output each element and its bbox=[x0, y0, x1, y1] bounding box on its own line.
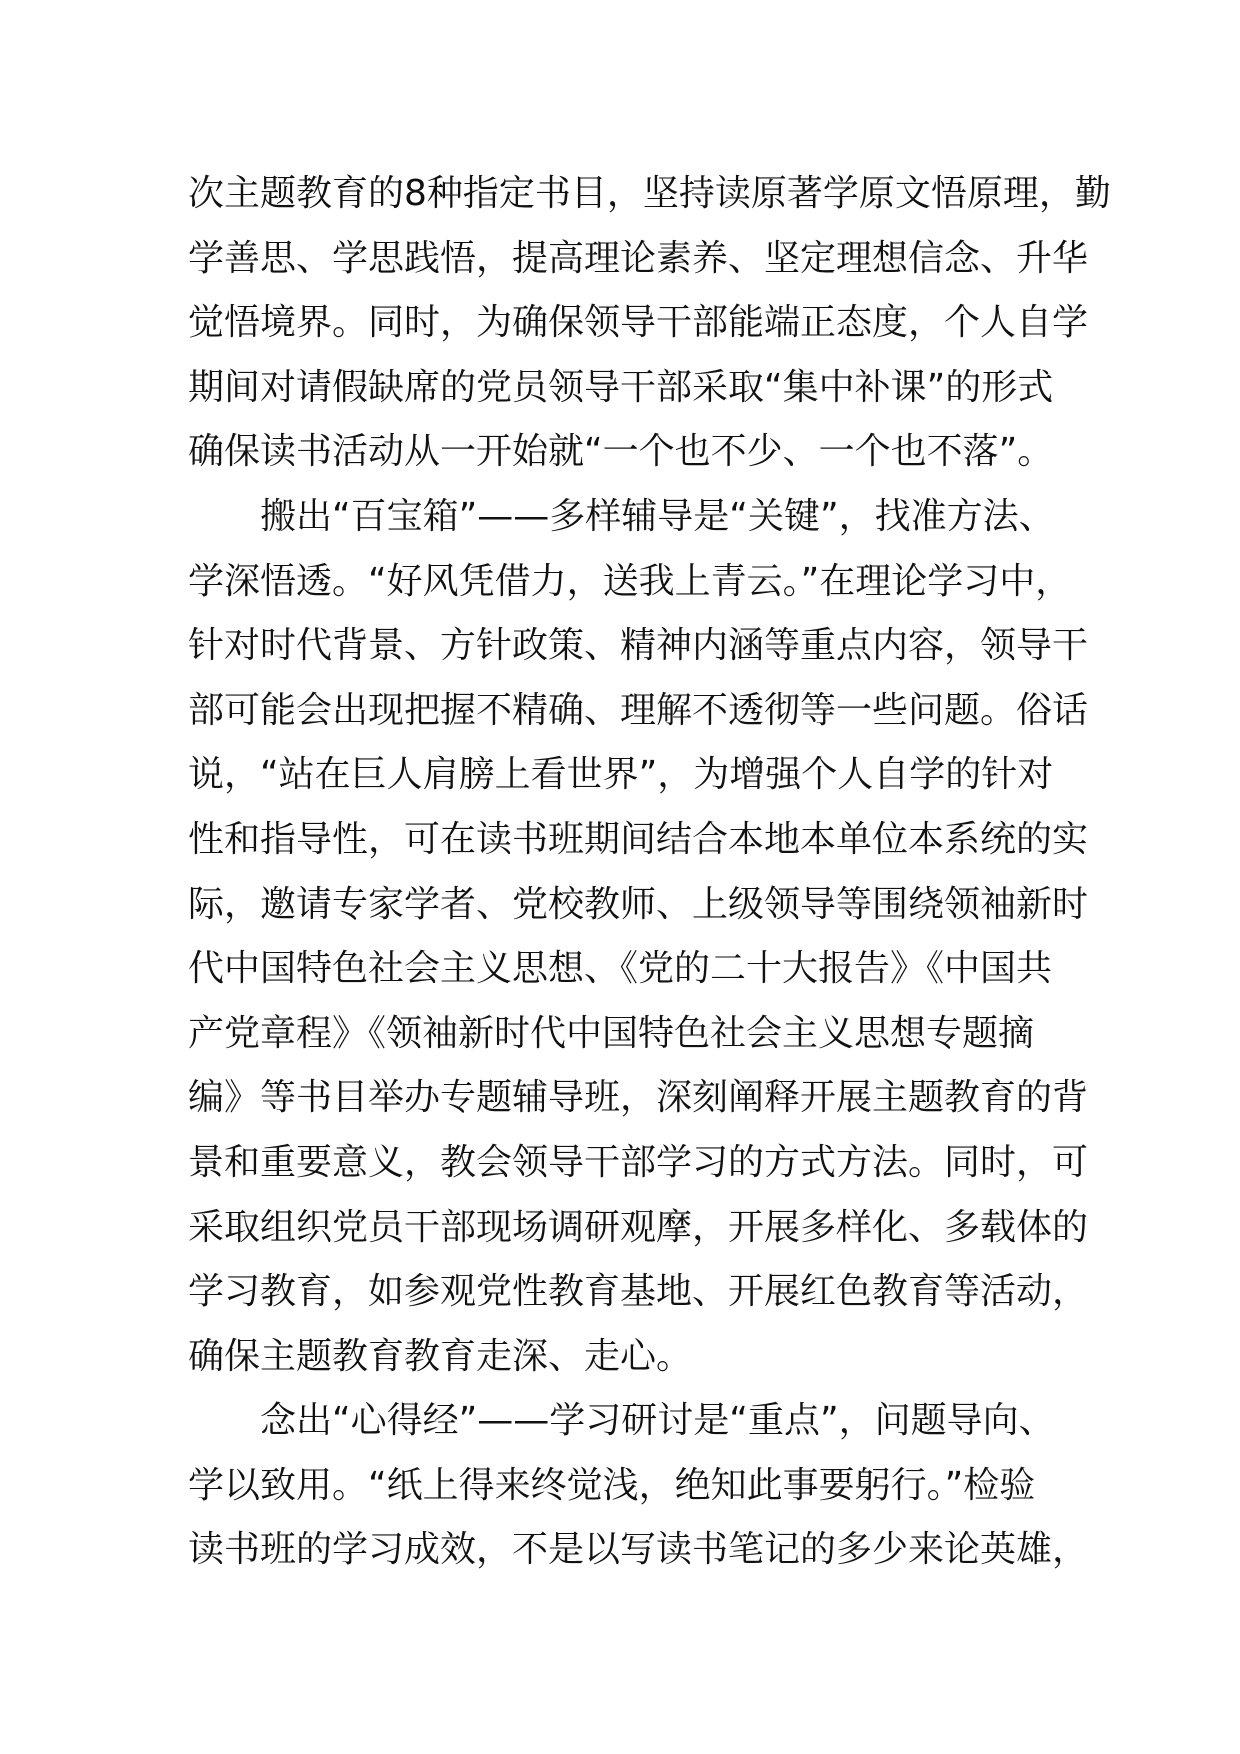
text-line: 部可能会出现把握不精确、理解不透彻等一些问题。俗话 bbox=[188, 689, 1089, 731]
text-line: 期间对请假缺席的党员领导干部采取“集中补课”的形式 bbox=[188, 366, 1054, 408]
text-line: 说，“站在巨人肩膀上看世界”，为增强个人自学的针对 bbox=[188, 754, 1054, 796]
text-line: 采取组织党员干部现场调研观摩，开展多样化、多载体的 bbox=[188, 1206, 1089, 1248]
text-line: 景和重要意义，教会领导干部学习的方式方法。同时，可 bbox=[188, 1141, 1089, 1183]
text-line: 代中国特色社会主义思想、《党的二十大报告》《中国共 bbox=[188, 948, 1053, 990]
text-line: 针对时代背景、方针政策、精神内涵等重点内容，领导干 bbox=[188, 625, 1089, 667]
text-line: 觉悟境界。同时，为确保领导干部能端正态度，个人自学 bbox=[188, 302, 1089, 344]
text-line: 学善思、学思践悟，提高理论素养、坚定理想信念、升华 bbox=[188, 237, 1089, 279]
text-line: 际，邀请专家学者、党校教师、上级领导等围绕领袖新时 bbox=[188, 883, 1089, 925]
text-line: 学深悟透。“好风凭借力，送我上青云。”在理论学习中， bbox=[188, 560, 1072, 602]
text-line: 学以致用。“纸上得来终觉浅，绝知此事要躬行。”检验 bbox=[188, 1464, 1036, 1506]
text-line: 确保主题教育教育走深、走心。 bbox=[188, 1335, 693, 1377]
text-line: 产党章程》《领袖新时代中国特色社会主义思想专题摘 bbox=[188, 1012, 1035, 1054]
text-line: 确保读书活动从一开始就“一个也不少、一个也不落”。 bbox=[188, 431, 1054, 473]
text-line: 编》等书目举办专题辅导班，深刻阐释开展主题教育的背 bbox=[188, 1077, 1089, 1119]
text-line: 性和指导性，可在读书班期间结合本地本单位本系统的实 bbox=[188, 818, 1089, 860]
text-line: 读书班的学习成效，不是以写读书笔记的多少来论英雄， bbox=[188, 1529, 1089, 1571]
paragraph-start-line: 念出“心得经”——学习研讨是“重点”，问题导向、 bbox=[260, 1400, 1055, 1442]
paragraph-start-line: 搬出“百宝箱”——多样辅导是“关键”，找准方法、 bbox=[260, 495, 1055, 537]
text-line: 学习教育，如参观党性教育基地、开展红色教育等活动， bbox=[188, 1271, 1089, 1313]
document-body bbox=[188, 162, 1111, 1583]
text-line: 次主题教育的8种指定书目，坚持读原著学原文悟原理，勤 bbox=[188, 173, 1111, 214]
